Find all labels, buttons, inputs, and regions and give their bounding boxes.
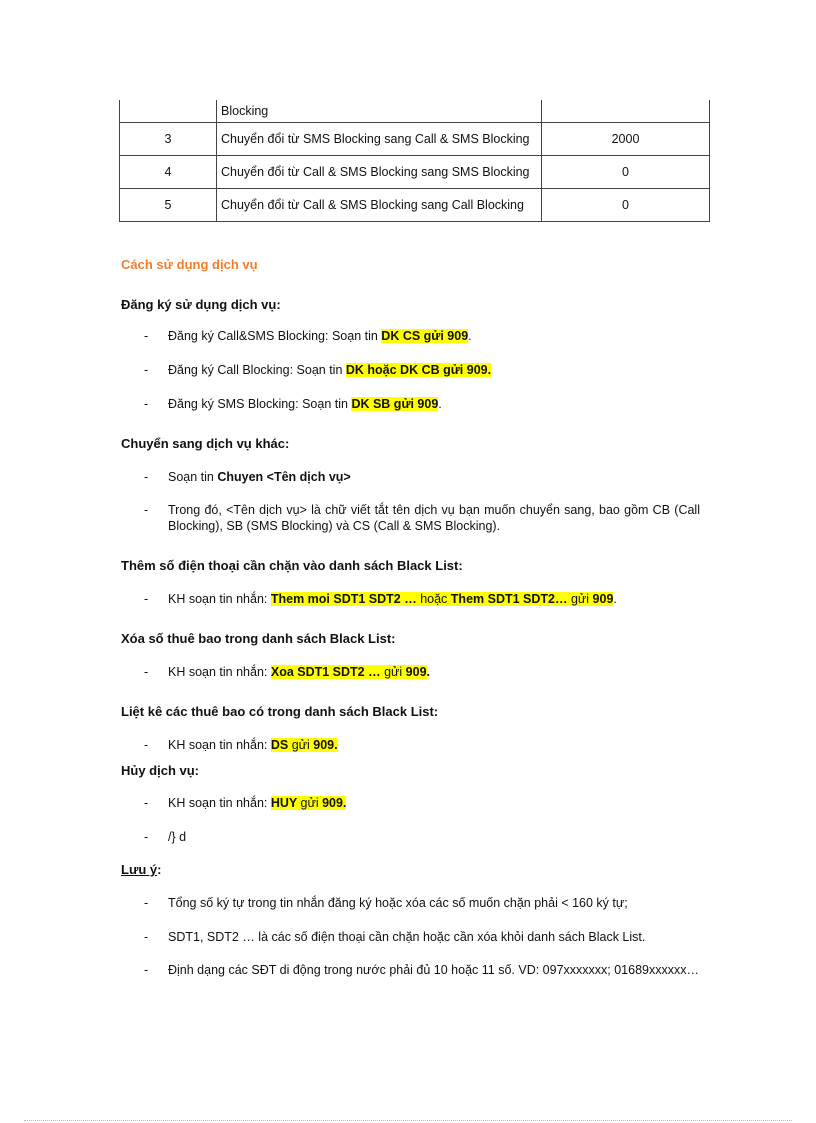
usage-title: Cách sử dụng dịch vụ	[121, 257, 258, 272]
register-heading: Đăng ký sử dụng dịch vụ:	[121, 297, 281, 312]
add-gui: gửi	[570, 592, 593, 606]
item-tail: .	[468, 329, 472, 343]
list-item	[144, 664, 700, 680]
item-tail: .	[613, 592, 617, 606]
notes-heading	[121, 862, 161, 877]
list-item	[144, 895, 700, 911]
register-text: Đăng ký Call&SMS Blocking: Soạn tin	[168, 329, 382, 343]
bullet-dash: -	[144, 963, 149, 977]
note-text: Tổng số ký tự trong tin nhắn đăng ký hoặc xóa các số muốn chặn phải < 160 ký tự;	[168, 896, 628, 910]
list-item	[144, 328, 700, 344]
sms-code: Them SDT1 SDT2…	[450, 592, 571, 606]
list-prefix: KH soạn tin nhắn:	[168, 738, 271, 752]
delete-heading: Xóa số thuê bao trong danh sách Black List:	[121, 631, 396, 646]
fee-table	[119, 100, 710, 222]
bullet-dash: -	[144, 796, 149, 810]
row-number: 3	[120, 123, 217, 156]
bullet-dash: -	[144, 363, 149, 377]
bullet-dash: -	[144, 503, 149, 517]
table-row	[120, 189, 710, 222]
row-fee	[542, 100, 710, 123]
row-number	[120, 100, 217, 123]
register-text: Đăng ký SMS Blocking: Soạn tin	[168, 397, 352, 411]
row-description: Chuyển đổi từ Call & SMS Blocking sang Call Blocking	[217, 189, 542, 222]
sms-number: 909.	[313, 738, 338, 752]
register-text: Đăng ký Call Blocking: Soạn tin	[168, 363, 346, 377]
table-row	[120, 100, 710, 123]
notes-heading-text: Lưu ý	[121, 862, 158, 877]
row-description: Blocking	[217, 100, 542, 123]
bullet-dash: -	[144, 930, 149, 944]
bullet-dash: -	[144, 896, 149, 910]
item-tail: .	[426, 665, 431, 679]
row-number: 4	[120, 156, 217, 189]
note-text: SDT1, SDT2 … là các số điện thoại cần chặn hoặc cần xóa khỏi danh sách Black List.	[168, 930, 646, 944]
list-item	[144, 362, 700, 378]
sms-code: DK hoặc DK CB gửi 909.	[345, 363, 492, 377]
sms-number: 909.	[322, 796, 347, 810]
row-description: Chuyển đổi từ SMS Blocking sang Call & SMS Blocking	[217, 123, 542, 156]
sms-number: 909	[592, 592, 614, 606]
bullet-dash: -	[144, 329, 149, 343]
delete-prefix: KH soạn tin nhắn:	[168, 665, 271, 679]
add-mid: hoặc	[420, 592, 451, 606]
cancel-prefix: KH soạn tin nhắn:	[168, 796, 271, 810]
list-item	[144, 396, 700, 412]
add-heading: Thêm số điện thoại cần chặn vào danh sách Black List:	[121, 558, 463, 573]
bullet-dash: -	[144, 397, 149, 411]
list-item	[144, 829, 700, 845]
sms-code: Xoa SDT1 SDT2 …	[270, 665, 385, 679]
bullet-dash: -	[144, 665, 149, 679]
sms-code: DK SB gửi 909	[351, 397, 439, 411]
list-item	[144, 502, 700, 534]
note-text: Định dạng các SĐT di động trong nước phải đủ 10 hoặc 11 số. VD: 097xxxxxxx; 01689xxxxxx…	[168, 963, 699, 977]
sms-number: 909	[405, 665, 427, 679]
switch-explanation: Trong đó, <Tên dịch vụ> là chữ viết tắt tên dịch vụ bạn muốn chuyển sang, bao gồm CB (Call Blocking), SB (SMS Blocking) và CS (Call & SMS Blocking).	[168, 503, 700, 533]
sms-code: DK CS gửi 909	[381, 329, 469, 343]
row-fee: 0	[542, 156, 710, 189]
bullet-dash: -	[144, 830, 149, 844]
sms-code: HUY	[270, 796, 301, 810]
list-item	[144, 929, 700, 945]
switch-heading: Chuyển sang dịch vụ khác:	[121, 436, 290, 451]
delete-gui: gửi	[384, 665, 406, 679]
sms-code: Them moi SDT1 SDT2 …	[270, 592, 421, 606]
row-description: Chuyển đổi từ Call & SMS Blocking sang SMS Blocking	[217, 156, 542, 189]
list-item	[144, 795, 700, 811]
list-item	[144, 737, 700, 753]
page-divider	[24, 1120, 792, 1121]
bullet-dash: -	[144, 470, 149, 484]
list-gui: gửi	[291, 738, 314, 752]
switch-prefix: Soạn tin	[168, 470, 218, 484]
row-fee: 2000	[542, 123, 710, 156]
switch-command: Chuyen <Tên dịch vụ>	[217, 470, 351, 484]
list-item	[144, 469, 700, 485]
table-row	[120, 156, 710, 189]
item-tail: .	[438, 397, 442, 411]
cancel-gui: gửi	[300, 796, 323, 810]
bullet-dash: -	[144, 592, 149, 606]
add-prefix: KH soạn tin nhắn:	[168, 592, 271, 606]
table-row	[120, 123, 710, 156]
bullet-dash: -	[144, 738, 149, 752]
list-heading: Liệt kê các thuê bao có trong danh sách Black List:	[121, 704, 439, 719]
list-item	[144, 962, 700, 978]
row-fee: 0	[542, 189, 710, 222]
stray-text: /} d	[168, 830, 187, 844]
row-number: 5	[120, 189, 217, 222]
list-item	[144, 591, 700, 607]
cancel-heading: Hủy dịch vụ:	[121, 763, 200, 778]
notes-colon: :	[157, 862, 162, 877]
sms-code: DS	[270, 738, 292, 752]
